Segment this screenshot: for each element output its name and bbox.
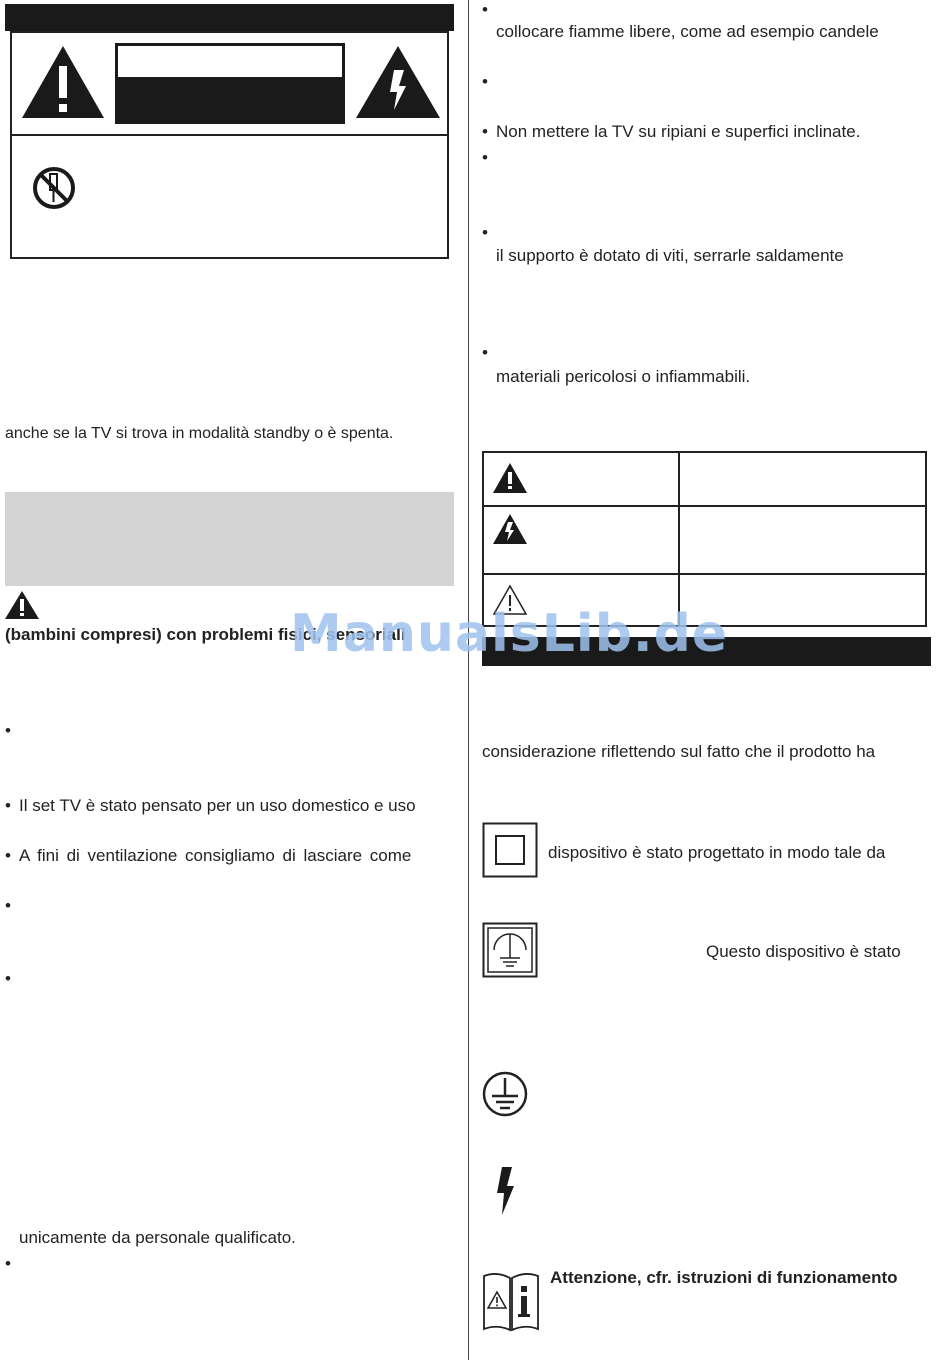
watermark: ManualsLib.de — [290, 604, 729, 664]
table-lightning-icon — [492, 513, 528, 545]
manual-info-icon — [481, 1268, 541, 1336]
class2-functional-earth-icon — [482, 922, 538, 978]
right-bullet-3: • — [482, 122, 488, 141]
symbol-table-row-1-right — [678, 451, 927, 507]
slope-text: Non mettere la TV su ripiani e superfici inclinate. — [496, 122, 861, 141]
gray-notice-box — [5, 492, 454, 586]
standby-text: anche se la TV si trova in modalità standby o è spenta. — [5, 425, 394, 442]
lightning-triangle-icon — [354, 44, 442, 120]
left-bullet-3: • — [5, 846, 11, 865]
table-warning-icon — [492, 462, 528, 494]
protective-earth-icon — [481, 1070, 531, 1118]
caution-label-white — [118, 46, 342, 77]
class2-icon — [482, 822, 538, 878]
left-bullet-5: • — [5, 969, 11, 988]
symbol-table-row-2-right — [678, 505, 927, 575]
hazardous-voltage-icon — [494, 1166, 518, 1216]
right-bullet-6: • — [482, 343, 488, 362]
candles-text: collocare fiamme libere, come ad esempio candele — [496, 22, 879, 41]
class2-text: dispositivo è stato progettato in modo tale da — [548, 843, 886, 862]
materials-text: materiali pericolosi o infiammabili. — [496, 367, 751, 386]
left-bullet-6: • — [5, 1254, 11, 1273]
caution-box-divider — [12, 134, 447, 136]
consideration-text: considerazione riflettendo sul fatto che il prodotto ha — [482, 742, 876, 761]
warning-bold-text: (bambini compresi) con problemi fisici, sensoriali — [5, 625, 406, 644]
right-bullet-5: • — [482, 223, 488, 242]
qualified-text: unicamente da personale qualificato. — [19, 1228, 296, 1247]
warning-triangle-icon — [20, 44, 106, 120]
class2-functional-text: Questo dispositivo è stato — [706, 942, 901, 961]
left-header-bar — [5, 4, 454, 31]
warning-small-icon — [4, 590, 40, 620]
left-bullet-4: • — [5, 896, 11, 915]
attention-text: Attenzione, cfr. istruzioni di funzionamento — [550, 1268, 898, 1287]
left-bullet-3-text: A fini di ventilazione consigliamo di lasciare come — [19, 846, 412, 865]
left-bullet-1: • — [5, 721, 11, 740]
left-bullet-2: • — [5, 796, 11, 815]
right-bullet-4: • — [482, 148, 488, 167]
column-divider — [468, 0, 469, 1360]
right-bullet-2: • — [482, 72, 488, 91]
right-bullet-1: • — [482, 0, 488, 19]
left-bullet-2-text: Il set TV è stato pensato per un uso domestico e uso — [19, 796, 416, 815]
screws-text: il supporto è dotato di viti, serrarle saldamente — [496, 246, 844, 265]
caution-label — [115, 43, 345, 124]
no-screwdriver-icon — [32, 166, 78, 210]
